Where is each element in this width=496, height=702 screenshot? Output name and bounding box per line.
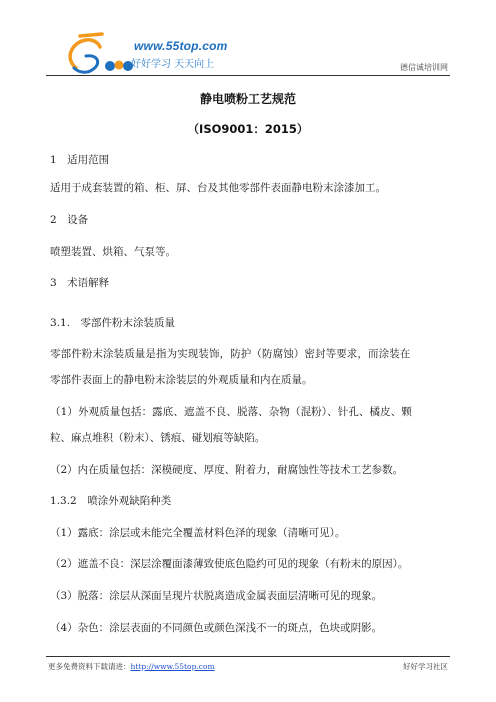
footer-download-text: 更多免费资料下载请进： [48,662,131,671]
footer-community-label: 好好学习社区 [403,662,448,671]
document-subtitle: （ISO9001：2015） [187,122,309,136]
footer-download-link[interactable]: http://www.55top.com [130,662,215,671]
paragraph-line: 喷塑装置、烘箱、气泵等。 [50,246,176,258]
footer-divider [46,656,450,657]
logo-slogan: 好好学习 天天向上 [131,59,215,70]
footer-download-note [48,661,215,672]
list-item: （2）遮盖不良：深层涂覆面漆薄致使底色隐约可见的现象（有粉末的原因）。 [50,558,409,570]
subsection-heading: 1.3.2 喷涂外观缺陷种类 [50,495,172,507]
header-site-name: 德信诚培训网 [400,63,448,72]
subsection-heading: 3.1. 零部件粉末涂装质量 [50,317,176,329]
document-title: 静电喷粉工艺规范 [199,92,296,106]
paragraph-line: 零部件表面上的静电粉末涂装层的外观质量和内在质量。 [50,374,313,386]
header-divider [46,75,450,76]
paragraph-line: 适用于成套装置的箱、柜、屏、台及其他零部件表面静电粉末涂漆加工。 [50,182,386,194]
paragraph-line: （2）内在质量包括：深模硬度、厚度、附着力，耐腐蚀性等技术工艺参数。 [50,464,404,476]
list-item: （4）杂色：涂层表面的不同颜色或颜色深浅不一的斑点，色块或阴影。 [50,622,383,634]
section-heading-scope: 1 适用范围 [50,154,110,166]
logo-url-text[interactable]: www.55top.com [134,39,228,53]
site-logo[interactable] [62,28,232,78]
list-item: （3）脱落：涂层从深面呈现片状脱离造成金属表面层清晰可见的现象。 [50,590,383,602]
paragraph-line: （1）外观质量包括：露底、遮盖不良、脱落、杂物（混粉）、针孔、橘皮、颗 [50,406,412,418]
paragraph-line: 零部件粉末涂装质量是指为实现装饰，防护（防腐蚀）密封等要求，而涂装在 [50,348,411,360]
section-heading-terms: 3 术语解释 [50,277,110,289]
list-item: （1）露底：涂层或未能完全覆盖材料色泽的现象（清晰可见）。 [50,527,346,539]
section-heading-equipment: 2 设备 [50,214,89,226]
paragraph-line: 粒、麻点堆积（粉末）、锈痕、碰划痕等缺陷。 [50,432,266,444]
